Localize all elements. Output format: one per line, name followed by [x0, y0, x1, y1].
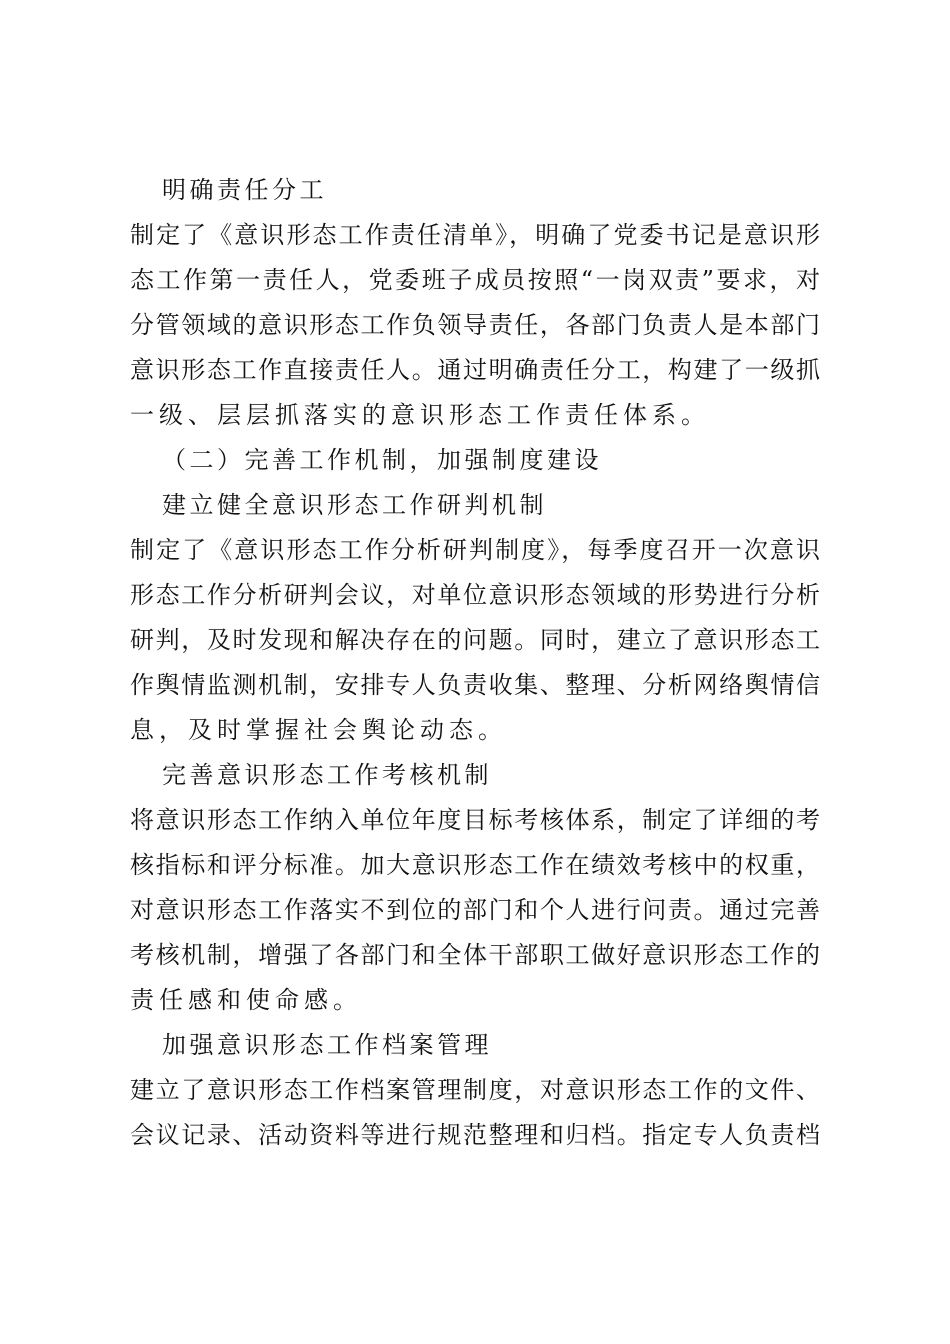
- paragraph-line: 考核机制，增强了各部门和全体干部职工做好意识形态工作的: [130, 941, 820, 969]
- paragraph-line: 息，及时掌握社会舆论动态。: [130, 716, 507, 744]
- paragraph-line: 将意识形态工作纳入单位年度目标考核体系，制定了详细的考: [130, 806, 820, 834]
- paragraph-line: 建立了意识形态工作档案管理制度，对意识形态工作的文件、: [130, 1076, 820, 1104]
- paragraph-line: 态工作第一责任人，党委班子成员按照“一岗双责”要求，对: [130, 266, 820, 294]
- paragraph-line: 意识形态工作直接责任人。通过明确责任分工，构建了一级抓: [130, 356, 820, 384]
- document-page: [130, 168, 820, 1158]
- paragraph-line: 责任感和使命感。: [130, 986, 362, 1014]
- paragraph-line: 会议记录、活动资料等进行规范整理和归档。指定专人负责档: [130, 1121, 820, 1149]
- paragraph-line: 研判，及时发现和解决存在的问题。同时，建立了意识形态工: [130, 626, 820, 654]
- paragraph-assessment: [130, 798, 820, 1023]
- paragraph-line: 作舆情监测机制，安排专人负责收集、整理、分析网络舆情信: [130, 671, 820, 699]
- paragraph-line: 一级、层层抓落实的意识形态工作责任体系。: [130, 401, 710, 429]
- paragraph-line: 分管领域的意识形态工作负领导责任，各部门负责人是本部门: [130, 311, 820, 339]
- paragraph-line: 制定了《意识形态工作分析研判制度》，每季度召开一次意识: [130, 536, 820, 564]
- paragraph-responsibility: [130, 213, 820, 438]
- paragraph-analysis: [130, 528, 820, 753]
- paragraph-archive: [130, 1068, 820, 1158]
- paragraph-line: 对意识形态工作落实不到位的部门和个人进行问责。通过完善: [130, 896, 820, 924]
- paragraph-line: 形态工作分析研判会议，对单位意识形态领域的形势进行分析: [130, 581, 820, 609]
- paragraph-line: 核指标和评分标准。加大意识形态工作在绩效考核中的权重，: [130, 851, 820, 879]
- section-heading-mechanism: （二）完善工作机制，加强制度建设: [162, 446, 602, 474]
- subheading-assessment-mechanism: 完善意识形态工作考核机制: [162, 761, 492, 789]
- subheading-clear-responsibility: 明确责任分工: [162, 176, 327, 204]
- subheading-analysis-mechanism: 建立健全意识形态工作研判机制: [162, 491, 547, 519]
- paragraph-line: 制定了《意识形态工作责任清单》，明确了党委书记是意识形: [130, 221, 820, 249]
- subheading-archive-management: 加强意识形态工作档案管理: [162, 1031, 492, 1059]
